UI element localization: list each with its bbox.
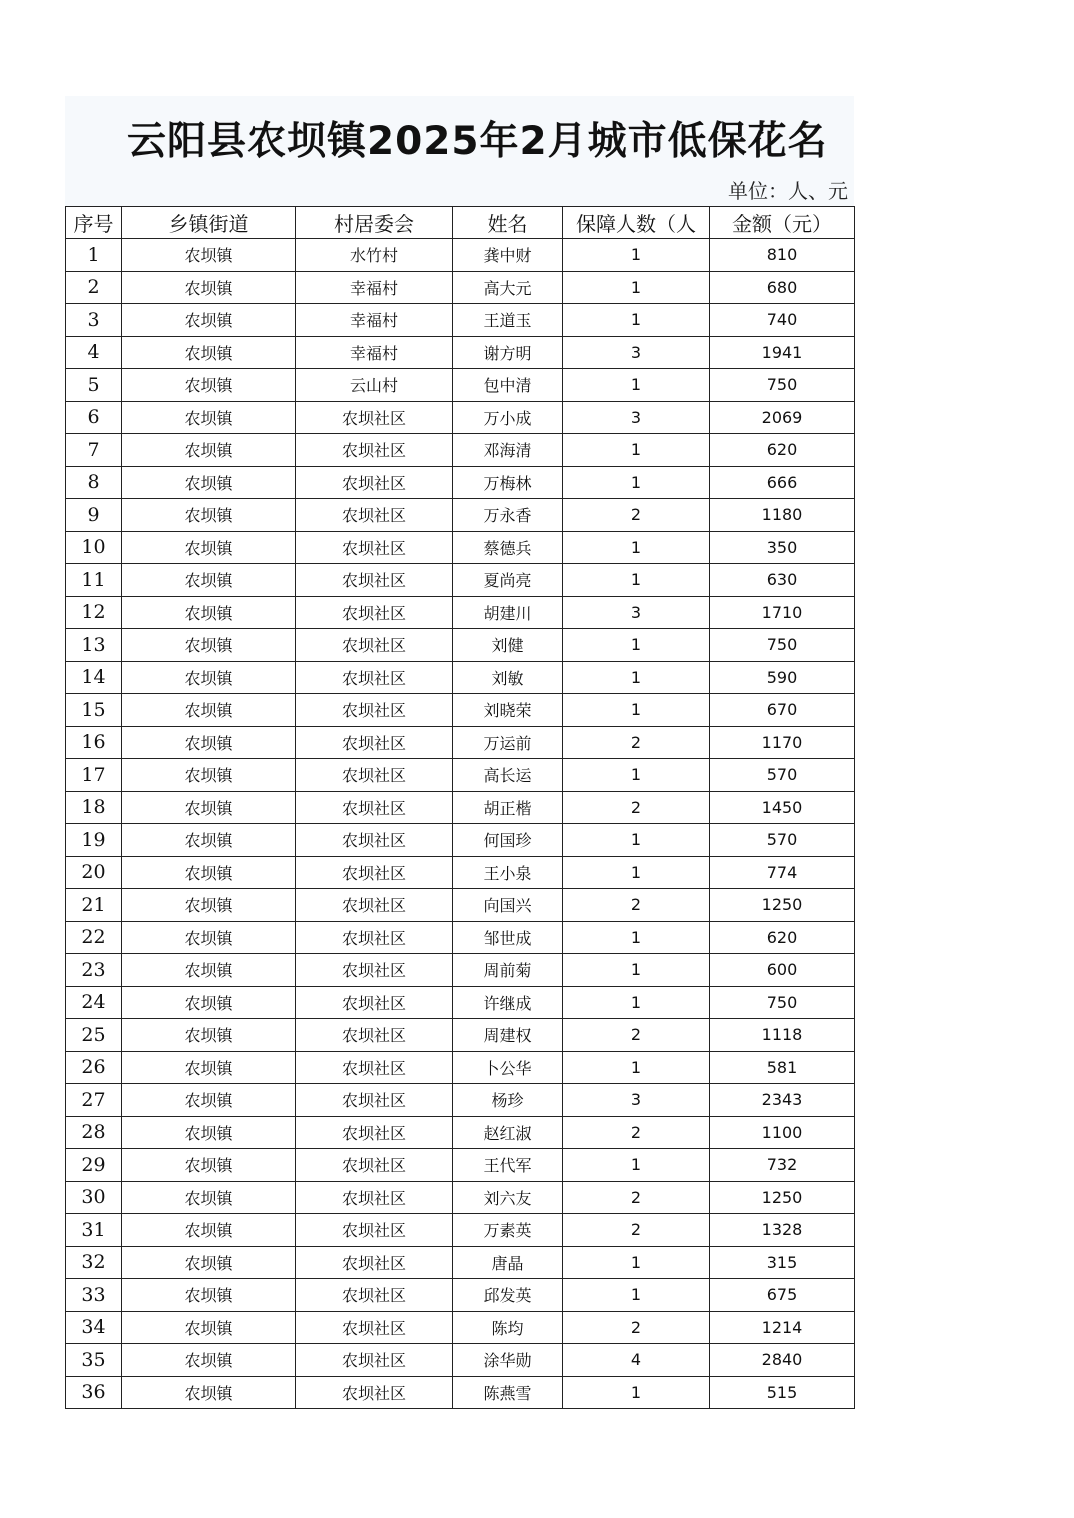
cell-name: 邹世成	[453, 921, 563, 954]
table-row	[66, 531, 855, 564]
cell-amount: 740	[710, 304, 855, 337]
cell-name: 邓海清	[453, 434, 563, 467]
cell-persons: 1	[563, 531, 710, 564]
header-village: 村居委会	[296, 207, 453, 239]
cell-amount: 350	[710, 531, 855, 564]
cell-persons: 1	[563, 661, 710, 694]
cell-index: 18	[66, 791, 122, 824]
cell-township: 农坝镇	[122, 499, 296, 532]
cell-amount: 2069	[710, 401, 855, 434]
cell-persons: 1	[563, 1149, 710, 1182]
cell-township: 农坝镇	[122, 1311, 296, 1344]
cell-village: 农坝社区	[296, 466, 453, 499]
cell-village: 农坝社区	[296, 1051, 453, 1084]
cell-name: 夏尚亮	[453, 564, 563, 597]
table-row	[66, 1311, 855, 1344]
cell-index: 3	[66, 304, 122, 337]
cell-village: 农坝社区	[296, 1376, 453, 1409]
cell-name: 胡建川	[453, 596, 563, 629]
table-row	[66, 629, 855, 662]
cell-amount: 774	[710, 856, 855, 889]
cell-index: 14	[66, 661, 122, 694]
cell-index: 15	[66, 694, 122, 727]
cell-township: 农坝镇	[122, 694, 296, 727]
cell-village: 农坝社区	[296, 1279, 453, 1312]
cell-amount: 1100	[710, 1116, 855, 1149]
cell-index: 1	[66, 239, 122, 272]
cell-persons: 2	[563, 1214, 710, 1247]
cell-persons: 2	[563, 791, 710, 824]
cell-persons: 1	[563, 986, 710, 1019]
table-row	[66, 954, 855, 987]
cell-township: 农坝镇	[122, 1019, 296, 1052]
cell-index: 33	[66, 1279, 122, 1312]
table-row	[66, 824, 855, 857]
cell-index: 21	[66, 889, 122, 922]
cell-index: 26	[66, 1051, 122, 1084]
cell-amount: 590	[710, 661, 855, 694]
cell-persons: 2	[563, 1019, 710, 1052]
cell-persons: 4	[563, 1344, 710, 1377]
cell-township: 农坝镇	[122, 824, 296, 857]
cell-name: 胡正楷	[453, 791, 563, 824]
header-amount: 金额（元）	[710, 207, 855, 239]
cell-index: 11	[66, 564, 122, 597]
title-band	[65, 96, 854, 206]
table-row	[66, 1149, 855, 1182]
cell-amount: 670	[710, 694, 855, 727]
header-township: 乡镇街道	[122, 207, 296, 239]
cell-township: 农坝镇	[122, 531, 296, 564]
cell-name: 周建权	[453, 1019, 563, 1052]
table-row	[66, 239, 855, 272]
cell-amount: 2343	[710, 1084, 855, 1117]
table-row	[66, 1214, 855, 1247]
header-name: 姓名	[453, 207, 563, 239]
table-row	[66, 694, 855, 727]
cell-name: 王代军	[453, 1149, 563, 1182]
cell-persons: 1	[563, 954, 710, 987]
cell-name: 谢方明	[453, 336, 563, 369]
cell-township: 农坝镇	[122, 791, 296, 824]
cell-village: 农坝社区	[296, 596, 453, 629]
table-row	[66, 1181, 855, 1214]
cell-township: 农坝镇	[122, 954, 296, 987]
table-body	[66, 239, 855, 1409]
cell-amount: 570	[710, 824, 855, 857]
cell-name: 唐晶	[453, 1246, 563, 1279]
cell-persons: 3	[563, 1084, 710, 1117]
cell-village: 农坝社区	[296, 564, 453, 597]
cell-index: 13	[66, 629, 122, 662]
cell-name: 涂华勋	[453, 1344, 563, 1377]
cell-township: 农坝镇	[122, 759, 296, 792]
cell-index: 17	[66, 759, 122, 792]
cell-persons: 2	[563, 499, 710, 532]
cell-index: 24	[66, 986, 122, 1019]
cell-amount: 666	[710, 466, 855, 499]
cell-index: 34	[66, 1311, 122, 1344]
cell-name: 周前菊	[453, 954, 563, 987]
cell-township: 农坝镇	[122, 986, 296, 1019]
cell-township: 农坝镇	[122, 1246, 296, 1279]
cell-township: 农坝镇	[122, 271, 296, 304]
cell-amount: 1180	[710, 499, 855, 532]
cell-name: 蔡德兵	[453, 531, 563, 564]
cell-index: 25	[66, 1019, 122, 1052]
cell-amount: 750	[710, 369, 855, 402]
cell-amount: 315	[710, 1246, 855, 1279]
cell-name: 刘晓荣	[453, 694, 563, 727]
cell-index: 9	[66, 499, 122, 532]
cell-index: 4	[66, 336, 122, 369]
cell-name: 高大元	[453, 271, 563, 304]
table-row	[66, 1279, 855, 1312]
cell-township: 农坝镇	[122, 1149, 296, 1182]
cell-township: 农坝镇	[122, 1344, 296, 1377]
table-row	[66, 759, 855, 792]
cell-township: 农坝镇	[122, 336, 296, 369]
cell-persons: 3	[563, 336, 710, 369]
table-row	[66, 466, 855, 499]
cell-persons: 1	[563, 629, 710, 662]
table-row	[66, 1116, 855, 1149]
table-row	[66, 271, 855, 304]
table-row	[66, 1376, 855, 1409]
cell-name: 何国珍	[453, 824, 563, 857]
cell-persons: 1	[563, 1376, 710, 1409]
cell-township: 农坝镇	[122, 466, 296, 499]
cell-name: 龚中财	[453, 239, 563, 272]
unit-label: 单位：人、元	[728, 179, 848, 203]
cell-township: 农坝镇	[122, 401, 296, 434]
cell-amount: 750	[710, 629, 855, 662]
cell-amount: 620	[710, 434, 855, 467]
cell-village: 农坝社区	[296, 921, 453, 954]
cell-township: 农坝镇	[122, 661, 296, 694]
cell-name: 王道玉	[453, 304, 563, 337]
cell-village: 农坝社区	[296, 694, 453, 727]
cell-name: 高长运	[453, 759, 563, 792]
cell-name: 万运前	[453, 726, 563, 759]
cell-persons: 1	[563, 271, 710, 304]
cell-township: 农坝镇	[122, 1279, 296, 1312]
cell-village: 农坝社区	[296, 986, 453, 1019]
cell-village: 农坝社区	[296, 629, 453, 662]
cell-village: 农坝社区	[296, 1311, 453, 1344]
cell-amount: 1328	[710, 1214, 855, 1247]
cell-index: 2	[66, 271, 122, 304]
cell-amount: 750	[710, 986, 855, 1019]
cell-amount: 515	[710, 1376, 855, 1409]
cell-name: 刘六友	[453, 1181, 563, 1214]
cell-village: 农坝社区	[296, 954, 453, 987]
cell-index: 36	[66, 1376, 122, 1409]
cell-amount: 675	[710, 1279, 855, 1312]
table-row	[66, 889, 855, 922]
cell-village: 农坝社区	[296, 499, 453, 532]
cell-township: 农坝镇	[122, 369, 296, 402]
cell-amount: 1710	[710, 596, 855, 629]
cell-name: 许继成	[453, 986, 563, 1019]
table-row	[66, 986, 855, 1019]
cell-township: 农坝镇	[122, 1181, 296, 1214]
cell-index: 19	[66, 824, 122, 857]
cell-township: 农坝镇	[122, 596, 296, 629]
allowance-table	[65, 206, 855, 1409]
cell-village: 农坝社区	[296, 1019, 453, 1052]
cell-index: 28	[66, 1116, 122, 1149]
cell-village: 农坝社区	[296, 434, 453, 467]
cell-amount: 1170	[710, 726, 855, 759]
cell-township: 农坝镇	[122, 1214, 296, 1247]
cell-township: 农坝镇	[122, 726, 296, 759]
table-row	[66, 1344, 855, 1377]
cell-amount: 1941	[710, 336, 855, 369]
cell-index: 35	[66, 1344, 122, 1377]
cell-township: 农坝镇	[122, 629, 296, 662]
cell-township: 农坝镇	[122, 889, 296, 922]
cell-amount: 581	[710, 1051, 855, 1084]
cell-persons: 1	[563, 564, 710, 597]
cell-township: 农坝镇	[122, 239, 296, 272]
cell-index: 29	[66, 1149, 122, 1182]
header-row	[66, 207, 855, 239]
cell-persons: 1	[563, 369, 710, 402]
cell-index: 22	[66, 921, 122, 954]
cell-township: 农坝镇	[122, 304, 296, 337]
cell-name: 万小成	[453, 401, 563, 434]
cell-village: 农坝社区	[296, 791, 453, 824]
cell-township: 农坝镇	[122, 1051, 296, 1084]
cell-village: 农坝社区	[296, 1344, 453, 1377]
cell-township: 农坝镇	[122, 921, 296, 954]
cell-persons: 1	[563, 466, 710, 499]
table-row	[66, 336, 855, 369]
cell-township: 农坝镇	[122, 1376, 296, 1409]
cell-persons: 3	[563, 596, 710, 629]
spreadsheet-sheet	[65, 96, 854, 1409]
cell-township: 农坝镇	[122, 434, 296, 467]
table-row	[66, 564, 855, 597]
table-row	[66, 856, 855, 889]
cell-amount: 600	[710, 954, 855, 987]
table-row	[66, 499, 855, 532]
cell-name: 万梅林	[453, 466, 563, 499]
cell-persons: 1	[563, 434, 710, 467]
cell-name: 包中清	[453, 369, 563, 402]
cell-persons: 1	[563, 1279, 710, 1312]
cell-index: 27	[66, 1084, 122, 1117]
cell-village: 农坝社区	[296, 1084, 453, 1117]
cell-amount: 1250	[710, 1181, 855, 1214]
cell-village: 幸福村	[296, 336, 453, 369]
cell-persons: 1	[563, 824, 710, 857]
table-row	[66, 369, 855, 402]
cell-amount: 1118	[710, 1019, 855, 1052]
cell-persons: 1	[563, 694, 710, 727]
cell-index: 7	[66, 434, 122, 467]
cell-index: 16	[66, 726, 122, 759]
cell-village: 农坝社区	[296, 856, 453, 889]
header-index: 序号	[66, 207, 122, 239]
cell-persons: 1	[563, 1051, 710, 1084]
cell-persons: 1	[563, 239, 710, 272]
cell-name: 刘健	[453, 629, 563, 662]
cell-village: 水竹村	[296, 239, 453, 272]
cell-name: 刘敏	[453, 661, 563, 694]
cell-index: 5	[66, 369, 122, 402]
cell-index: 30	[66, 1181, 122, 1214]
cell-persons: 1	[563, 1246, 710, 1279]
cell-persons: 1	[563, 304, 710, 337]
table-row	[66, 434, 855, 467]
cell-amount: 620	[710, 921, 855, 954]
cell-name: 邱发英	[453, 1279, 563, 1312]
table-row	[66, 921, 855, 954]
cell-village: 幸福村	[296, 304, 453, 337]
cell-index: 31	[66, 1214, 122, 1247]
cell-township: 农坝镇	[122, 1116, 296, 1149]
cell-index: 10	[66, 531, 122, 564]
cell-name: 王小泉	[453, 856, 563, 889]
cell-name: 万素英	[453, 1214, 563, 1247]
cell-village: 农坝社区	[296, 1246, 453, 1279]
cell-name: 万永香	[453, 499, 563, 532]
table-row	[66, 726, 855, 759]
cell-village: 农坝社区	[296, 1214, 453, 1247]
cell-amount: 1214	[710, 1311, 855, 1344]
table-row	[66, 661, 855, 694]
cell-index: 6	[66, 401, 122, 434]
cell-name: 杨珍	[453, 1084, 563, 1117]
cell-persons: 2	[563, 726, 710, 759]
cell-village: 农坝社区	[296, 531, 453, 564]
cell-village: 农坝社区	[296, 401, 453, 434]
table-row	[66, 304, 855, 337]
cell-amount: 630	[710, 564, 855, 597]
cell-village: 幸福村	[296, 271, 453, 304]
cell-village: 农坝社区	[296, 1181, 453, 1214]
cell-village: 云山村	[296, 369, 453, 402]
cell-township: 农坝镇	[122, 564, 296, 597]
cell-index: 32	[66, 1246, 122, 1279]
cell-name: 赵红淑	[453, 1116, 563, 1149]
table-row	[66, 791, 855, 824]
table-row	[66, 596, 855, 629]
table-row	[66, 1051, 855, 1084]
cell-index: 23	[66, 954, 122, 987]
cell-index: 8	[66, 466, 122, 499]
cell-village: 农坝社区	[296, 889, 453, 922]
cell-index: 20	[66, 856, 122, 889]
cell-persons: 2	[563, 1181, 710, 1214]
cell-index: 12	[66, 596, 122, 629]
cell-persons: 1	[563, 856, 710, 889]
cell-village: 农坝社区	[296, 824, 453, 857]
cell-persons: 2	[563, 889, 710, 922]
cell-amount: 810	[710, 239, 855, 272]
header-persons: 保障人数（人	[563, 207, 710, 239]
table-row	[66, 1084, 855, 1117]
document-title: 云阳县农坝镇2025年2月城市低保花名	[127, 119, 828, 164]
cell-persons: 2	[563, 1311, 710, 1344]
cell-persons: 1	[563, 759, 710, 792]
cell-amount: 680	[710, 271, 855, 304]
table-row	[66, 1246, 855, 1279]
cell-village: 农坝社区	[296, 661, 453, 694]
cell-amount: 1250	[710, 889, 855, 922]
cell-amount: 732	[710, 1149, 855, 1182]
cell-township: 农坝镇	[122, 856, 296, 889]
table-row	[66, 401, 855, 434]
cell-township: 农坝镇	[122, 1084, 296, 1117]
cell-name: 向国兴	[453, 889, 563, 922]
cell-village: 农坝社区	[296, 726, 453, 759]
cell-persons: 3	[563, 401, 710, 434]
cell-name: 卜公华	[453, 1051, 563, 1084]
cell-village: 农坝社区	[296, 1149, 453, 1182]
cell-amount: 570	[710, 759, 855, 792]
cell-persons: 2	[563, 1116, 710, 1149]
cell-persons: 1	[563, 921, 710, 954]
table-row	[66, 1019, 855, 1052]
cell-name: 陈均	[453, 1311, 563, 1344]
cell-name: 陈燕雪	[453, 1376, 563, 1409]
cell-village: 农坝社区	[296, 1116, 453, 1149]
cell-amount: 1450	[710, 791, 855, 824]
cell-amount: 2840	[710, 1344, 855, 1377]
cell-village: 农坝社区	[296, 759, 453, 792]
